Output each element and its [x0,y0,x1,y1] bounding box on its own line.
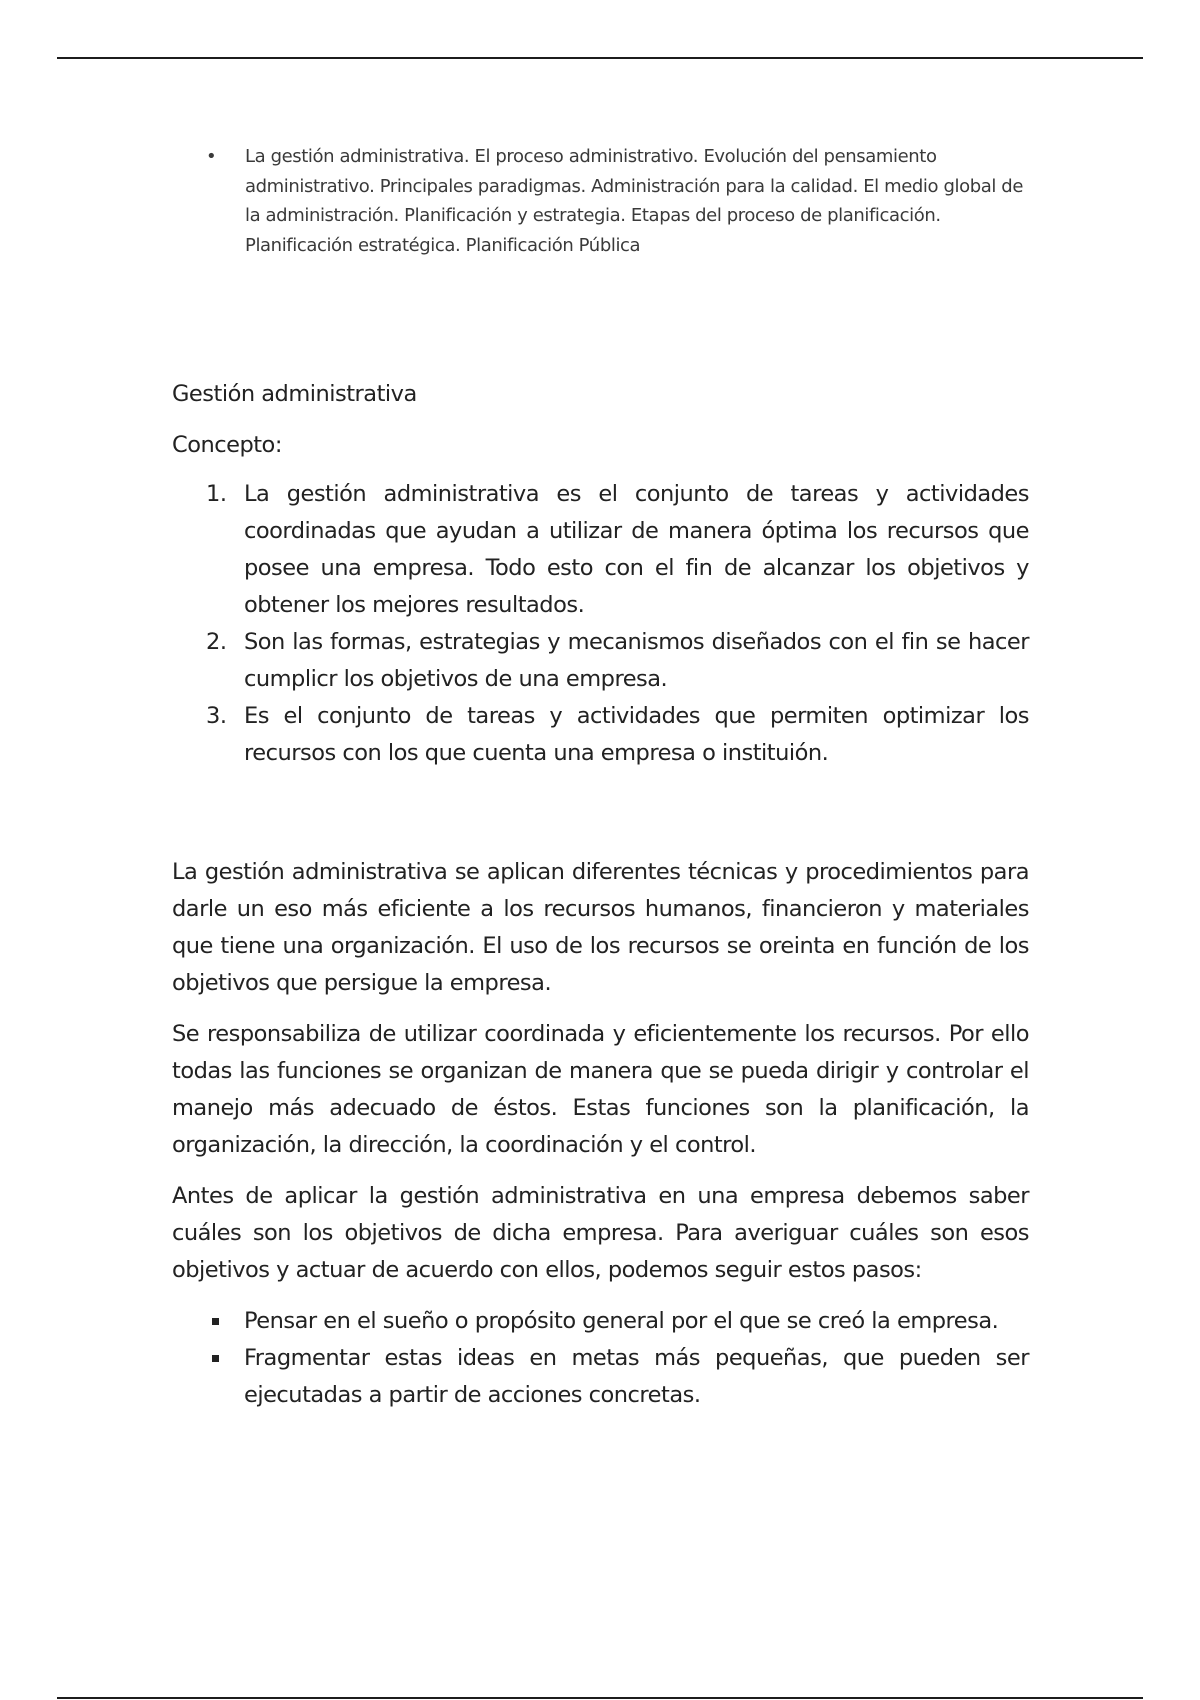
header-rule [57,57,1143,59]
definition-number: 2. [206,629,227,655]
steps-list [172,1303,1029,1414]
topics-text: La gestión administrativa. El proceso administrativo. Evolución del pensamiento administrativo. Principales paradigmas. Administración para la calidad. El medio global de la administración. Planificación y estrategia. Etapas del proceso de planificación. Planificación estratégica. Planificación Pública [245,146,1023,256]
definition-text: Son las formas, estrategias y mecanismos diseñados con el fin se hacer cumplicr los objetivos de una empresa. [244,629,1029,692]
step-text: Pensar en el sueño o propósito general por el que se creó la empresa. [244,1308,999,1334]
square-bullet-icon [212,1318,219,1325]
definitions-list [172,476,1029,772]
paragraph: La gestión administrativa se aplican diferentes técnicas y procedimientos para darle un eso más eficiente a los recursos humanos, financieron y materiales que tiene una organización. El uso de los recursos se oreinta en función de los objetivos que persigue la empresa. [172,859,1029,996]
concept-label: Concepto: [172,432,282,458]
definition-text: La gestión administrativa es el conjunto de tareas y actividades coordinadas que ayudan a utilizar de manera óptima los recursos que posee una empresa. Todo esto con el fin de alcanzar los objetivos y obtener los mejores resultados. [244,481,1029,618]
paragraph: Antes de aplicar la gestión administrativa en una empresa debemos saber cuáles son los objetivos de dicha empresa. Para averiguar cuáles son esos objetivos y actuar de acuerdo con ellos, podemos seguir estos pasos: [172,1183,1029,1283]
definition-item [172,698,1029,772]
paragraph: Se responsabiliza de utilizar coordinada y eficientemente los recursos. Por ello todas las funciones se organizan de manera que se pueda dirigir y controlar el manejo más adecuado de éstos. Estas funciones son la planificación, la organización, la dirección, la coordinación y el control. [172,1021,1029,1158]
definition-text: Es el conjunto de tareas y actividades que permiten optimizar los recursos con los que cuenta una empresa o instituión. [244,703,1029,766]
document-body [172,376,1029,1428]
definition-number: 1. [206,481,227,507]
topics-list-item [200,142,1030,260]
definition-item [172,476,1029,624]
step-item [172,1340,1029,1414]
section-title: Gestión administrativa [172,381,417,407]
topics-list [200,142,1030,260]
step-item [172,1303,1029,1340]
step-text: Fragmentar estas ideas en metas más pequeñas, que pueden ser ejecutadas a partir de acciones concretas. [244,1345,1029,1408]
definition-item [172,624,1029,698]
definition-number: 3. [206,703,227,729]
footer-rule [57,1697,1143,1699]
square-bullet-icon [212,1355,219,1362]
bullet-icon: • [206,146,217,167]
spacer [172,786,1029,854]
